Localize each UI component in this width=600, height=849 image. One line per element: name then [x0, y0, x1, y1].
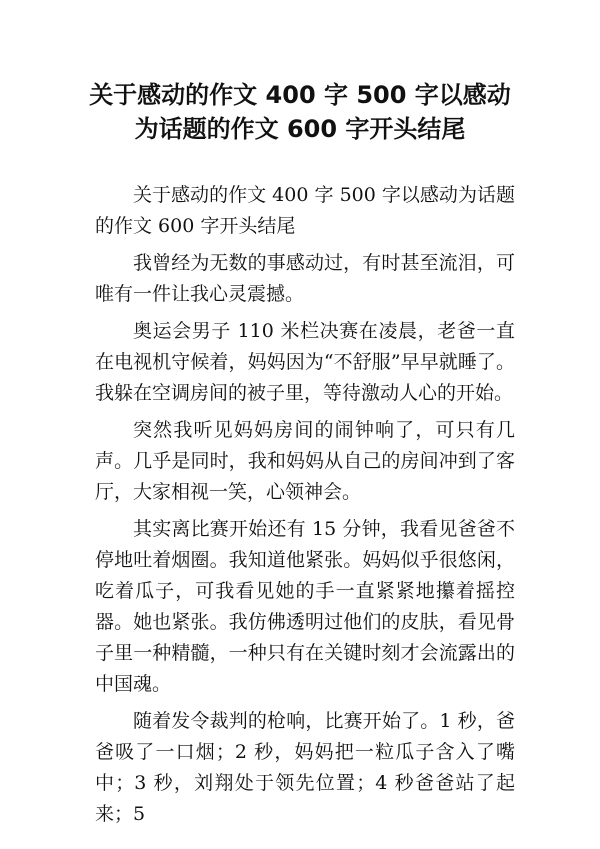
paragraph-6: 随着发令裁判的枪响，比赛开始了。1 秒，爸爸吸了一口烟；2 秒，妈妈把一粒瓜子含入了嘴中；3 秒，刘翔处于领先位置；4 秒爸爸站了起来；5 [95, 710, 515, 825]
paragraph-3: 奥运会男子 110 米栏决赛在凌晨，老爸一直在电视机守候着，妈妈因为“不舒服”早早就睡了。我躲在空调房间的被子里，等待激动人心的开始。 [95, 320, 515, 404]
paragraph-5: 其实离比赛开始还有 15 分钟，我看见爸爸不停地吐着烟圈。我知道他紧张。妈妈似乎很悠闲，吃着瓜子，可我看见她的手一直紧紧地攥着摇控器。她也紧张。我仿佛透明过他们的皮肤，看见骨子里一种精髓，一种只有在关键时刻才会流露出的中国魂。 [95, 518, 515, 695]
paragraph-2: 我曾经为无数的事感动过，有时甚至流泪，可唯有一件让我心灵震撼。 [95, 252, 515, 305]
paragraph-4: 突然我听见妈妈房间的闹钟响了，可只有几声。几乎是同时，我和妈妈从自己的房间冲到了客厅，大家相视一笑，心领神会。 [95, 419, 515, 503]
paragraph-1: 关于感动的作文 400 字 500 字以感动为话题的作文 600 字开头结尾 [95, 184, 515, 237]
title-line-2: 为话题的作文 600 字开头结尾 [134, 115, 466, 143]
title-line-1: 关于感动的作文 400 字 500 字以感动 [89, 81, 511, 109]
article-body [95, 180, 515, 836]
document-title [40, 78, 560, 146]
